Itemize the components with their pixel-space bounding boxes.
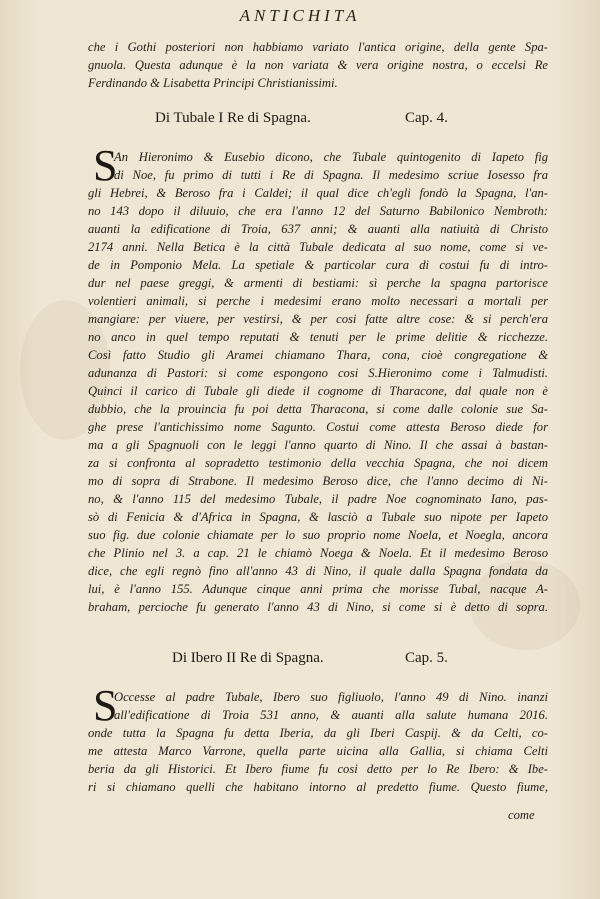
text-line: gnuola. Questa adunque è la non variata & vera origine nostra, o eccelsi Re [88,58,548,72]
intro-paragraph [88,38,548,92]
text-line: braham, percioche fu generato l'anno 43 di Nino, si come si è detto di sopra. [88,600,548,614]
text-line: za si confronta al sopradetto testimonio della vecchia Spagna, che noi dicem [88,456,548,470]
text-line: Così fatto Studio gli Aramei chiamano Thara, cona, cioè congregatione & [88,348,548,362]
text-line: onde tutta la Spagna fu detta Iberia, da gli Iberi Caspij. & da Celti, co- [88,726,548,740]
text-line: An Hieronimo & Eusebio dicono, che Tubale quintogenito di Iapeto fig [114,150,548,164]
text-line: no 143 dopo il diluuio, che era l'anno 12 del Saturno Babilonico Nembroth: [88,204,548,218]
chapter-title: Di Tubale I Re di Spagna. [155,110,311,126]
text-line: gli Hebrei, & Beroso fra i Caldei; il qual dice ch'egli fondò la Spagna, l'an- [88,186,548,200]
drop-cap: S [93,141,118,190]
text-line: che i Gothi posteriori non habbiamo variato l'antica origine, della gente Spa- [88,40,548,54]
text-line: suo fig. due colonie chiamate per lo suo proprio nome Noela, et Noegla, ancora [88,528,548,542]
text-line: ma a gli Spagnuoli con le leggi l'anno quarto di Nino. Il che assai à bastan- [88,438,548,452]
chapter-4-body [88,141,548,616]
text-line: me attesta Marco Varrone, quella parte uicina alla Gallia, si chiama Celti [88,744,548,758]
text-line: Occesse al padre Tubale, Ibero suo figliuolo, l'anno 49 di Nino. inanzi [114,690,548,704]
text-line: Quinci il carico di Tubale gli diede il cognome di Tharacone, dal quale non è [88,384,548,398]
text-line: dur nel paese greggi, & armenti di bestiami: sì perche la spagna partorisce [88,276,548,290]
chapter-title: Di Ibero II Re di Spagna. [172,650,324,666]
catchword: come [508,808,535,822]
text-line: no, & l'anno 115 del medesimo Tubale, il padre Noe cognominato Iano, pas- [88,492,548,506]
text-line: 2174 anni. Nella Betica è la città Tubale dedicata al suo nome, come si ve- [88,240,548,254]
text-line: di Noe, fu primo di tutti i Re di Spagna. Il medesimo scriue Iosesso fra [114,168,548,182]
text-line: all'edificatione di Troia 531 anno, & auanti alla salute humana 2016. [114,708,548,722]
text-line: dice, che egli regnò fino all'anno 43 di Nino, il quale dalla Spagna fondata da [88,564,548,578]
text-line: che Plinio nel 3. a cap. 21 le chiamò Noega & Noela. Et il medesimo Beroso [88,546,548,560]
text-line: ri si chiamano quelli che habitano intorno al predetto fiume. Questo fiume, [88,780,548,794]
chapter-number: Cap. 4. [405,110,448,126]
text-line: de in Pomponio Mela. La spetiale & particolar cura di costui fu di intro- [88,258,548,272]
text-line: ghe prese l'antichissimo nome Sagunto. Costui come attesta Beroso diede for [88,420,548,434]
text-line: adunanza di Pastori: si come espongono cosi S.Hieronimo come i Talmudisti. [88,366,548,380]
text-line: volentieri animali, si perche i medesimi erano molto necessari a mortali per [88,294,548,308]
text-line: auanti la edificatione di Troia, 637 anni; & auanti alla natiuità di Christo [88,222,548,236]
text-line: no anco in quel tempo reputati & tenuti per le prime delitie & ricchezze. [88,330,548,344]
text-line: sò di Fenicia & d'Africa in Spagna, & lasciò a Tubale suo nipote per Iapeto [88,510,548,524]
text-line: dubbio, che la prouincia fu poi detta Tharacona, si come dalle colonie sue Sa- [88,402,548,416]
text-line: Ferdinando & Lisabetta Principi Christianissimi. [88,76,338,90]
chapter-number: Cap. 5. [405,650,448,666]
text-line: mangiare: per viuere, per vestirsi, & per cosi fatte altre cose: & si perch'era [88,312,548,326]
chapter-5-body [88,681,548,796]
drop-cap: S [93,681,118,730]
running-head: ANTICHITA [239,6,361,25]
text-line: mo di sopra di Strabone. Il medesimo Beroso dice, che l'anno decimo di Ni- [88,474,548,488]
text-line: beria da gli Historici. Et Ibero fiume fu cosi detto per lo Re Ibero: & Ibe- [88,762,548,776]
text-line: lui, è l'anno 155. Adunque cinque anni prima che morisse Tubal, nacque A- [88,582,548,596]
